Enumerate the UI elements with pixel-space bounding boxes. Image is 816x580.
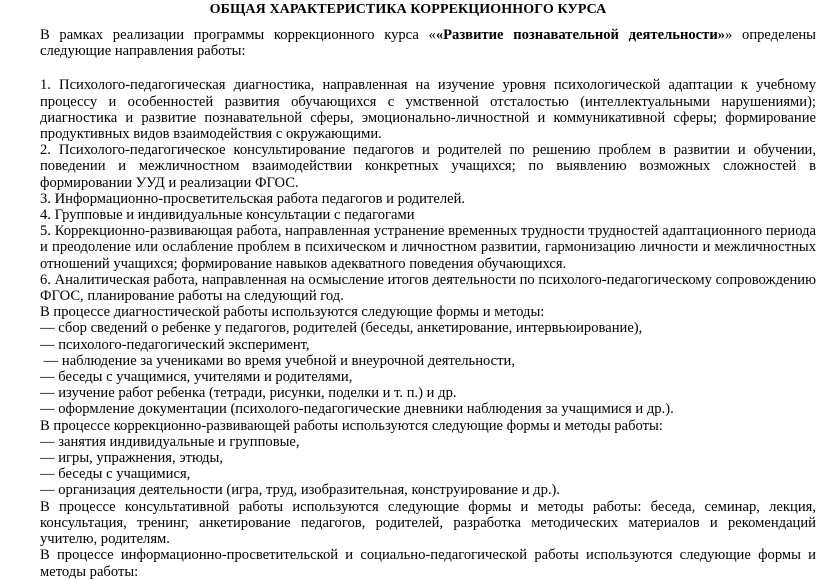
direction-item: 5. Коррекционно-развивающая работа, направленная устранение временных трудности трудностей адаптационного периода и преодоление или ослабление проблем в психическом и личностном развитии, гармонизацию личности и межличностных отношений учащихся; формирование навыков адекватного поведения обучающихся. — [40, 223, 816, 272]
diagnostic-heading: В процессе диагностической работы используются следующие формы и методы: — [40, 304, 545, 321]
correctional-method-item: — беседы с учащимися, — [40, 466, 191, 483]
intro-paragraph — [40, 27, 816, 59]
intro-after: » определены следующие направления работы: — [40, 27, 816, 60]
direction-item: 2. Психолого-педагогическое консультирование педагогов и родителей по решению проблем в развитии и обучении, поведении и межличностном взаимодействии конкретных учащихся; по выявлению возможных сложностей в формировании УУД и реализации ФГОС. — [40, 142, 816, 191]
diagnostic-method-item: — беседы с учащимися, учителями и родителями, — [40, 369, 353, 386]
intro-before: В рамках реализации программы коррекционного курса « — [40, 27, 436, 43]
direction-item: 4. Групповые и индивидуальные консультации с педагогами — [40, 207, 415, 224]
document-body — [40, 27, 816, 580]
direction-item: 6. Аналитическая работа, направленная на осмысление итогов деятельности по психолого-педагогическому сопровождению ФГОС, планирование работы на следующий год. — [40, 271, 816, 305]
course-name: «Развитие познавательной деятельности» — [435, 27, 726, 43]
informational-paragraph: В процессе информационно-просветительской и социально-педагогической работы используются следующие формы и методы работы: — [40, 547, 816, 580]
direction-item: 3. Информационно-просветительская работа педагогов и родителей. — [40, 190, 466, 207]
diagnostic-method-item: — изучение работ ребенка (тетради, рисунки, поделки и т. п.) и др. — [40, 385, 457, 402]
document-title: ОБЩАЯ ХАРАКТЕРИСТИКА КОРРЕКЦИОННОГО КУРСА — [209, 2, 607, 17]
diagnostic-method-item: — оформление документации (психолого-педагогические дневники наблюдения за учащимися и др.). — [40, 401, 674, 418]
correctional-methods-list — [40, 434, 816, 499]
diagnostic-method-item: — психолого-педагогический эксперимент, — [40, 336, 310, 353]
directions-list — [40, 77, 816, 304]
consultative-paragraph: В процессе консультативной работы используются следующие формы и методы работы: беседа, семинар, лекция, консультация, тренинг, анкетирование педагогов, родителей, разработка методических материалов и рекомендаций учителю, родителям. — [40, 498, 816, 548]
direction-item: 1. Психолого-педагогическая диагностика, направленная на изучение уровня психологической адаптации к учебному процессу и особенностей развития обучающихся с умственной отсталостью (интеллектуальными нарушениями); диагностика и развитие познавательной сферы, эмоционально-личностной и коммуникативной сферы; формирование продуктивных видов взаимодействия с окружающими. — [40, 77, 816, 143]
diagnostic-method-item: — наблюдение за учениками во время учебной и внеурочной деятельности, — [40, 352, 515, 369]
diagnostic-methods-list — [40, 320, 816, 417]
correctional-method-item: — игры, упражнения, этюды, — [40, 450, 223, 467]
correctional-method-item: — организация деятельности (игра, труд, изобразительная, конструирование и др.). — [40, 482, 561, 499]
correctional-method-item: — занятия индивидуальные и групповые, — [40, 433, 300, 450]
correctional-heading: В процессе коррекционно-развивающей работы используются следующие формы и методы работы: — [40, 417, 663, 434]
diagnostic-method-item: — сбор сведений о ребенке у педагогов, родителей (беседы, анкетирование, интервьюирование), — [40, 320, 643, 337]
